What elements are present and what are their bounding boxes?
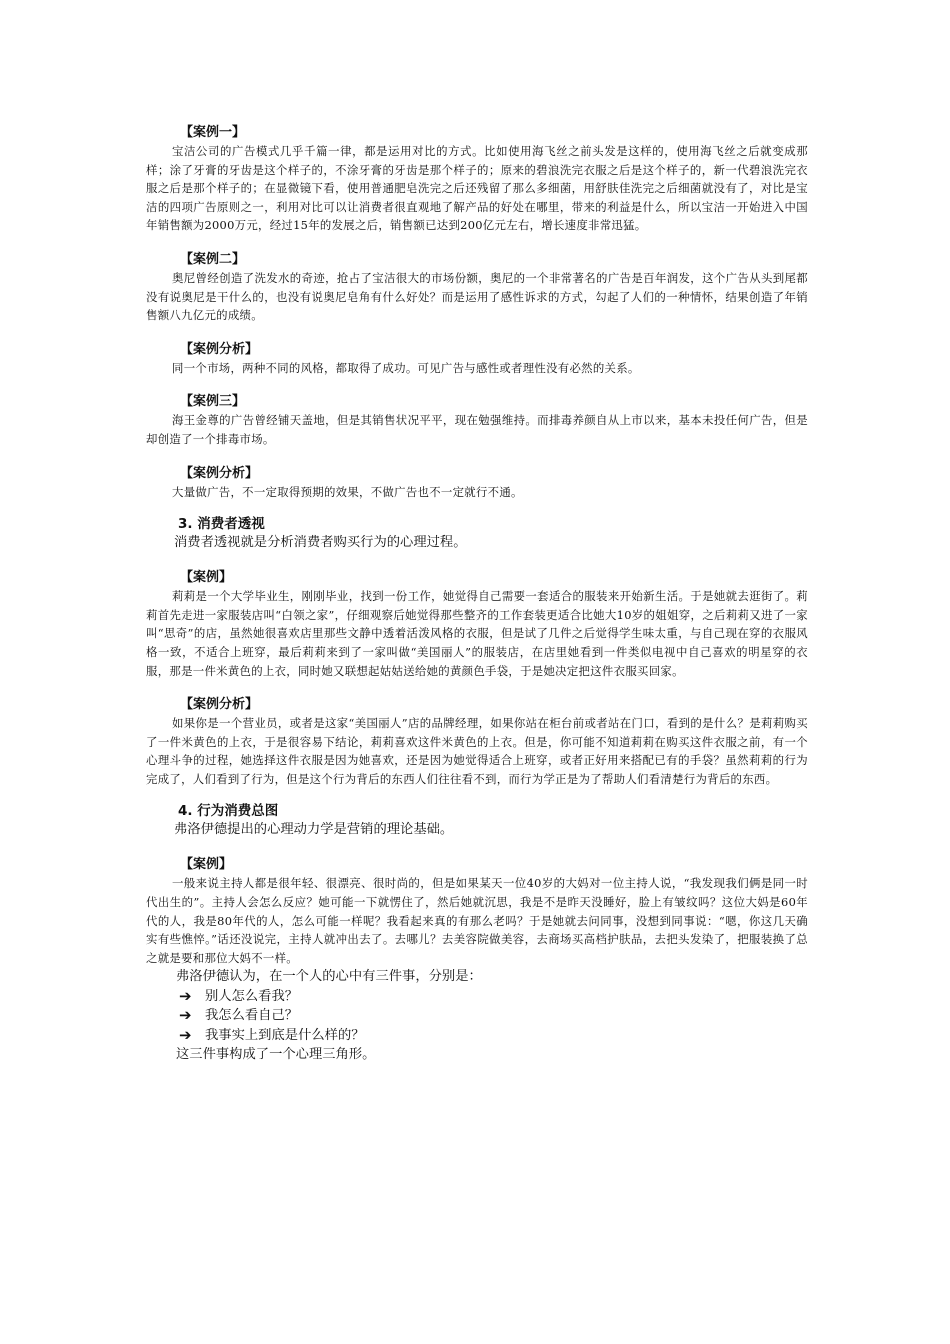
document-page <box>146 124 808 1065</box>
analysis-paragraph: 如果你是一个营业员，或者是这家“美国丽人”店的品牌经理，如果你站在柜台前或者站在门口，看到的是什么？是莉莉购买了一件米黄色的上衣，于是很容易下结论，莉莉喜欢这件米黄色的上衣。但是，你可能不知道莉莉在购买这件衣服之前，有一个心理斗争的过程，她选择这件衣服是因为她喜欢，还是因为她觉得适合上班穿，或者正好用来搭配已有的手袋？虽然莉莉的行为完成了，人们看到了行为，但是这个行为背后的东西人们往往看不到，而行为学正是为了帮助人们看清楚行为背后的东西。 <box>146 716 808 786</box>
list-item <box>179 987 808 1007</box>
list-item <box>179 1026 808 1046</box>
case-heading: 【案例】 <box>180 857 233 873</box>
case-heading: 【案例一】 <box>180 125 246 140</box>
list-item-text: 别人怎么看我？ <box>205 988 299 1004</box>
section-intro: 消费者透视就是分析消费者购买行为的心理过程。 <box>174 535 467 551</box>
section-intro: 弗洛伊德提出的心理动力学是营销的理论基础。 <box>174 822 454 838</box>
freud-outro: 这三件事构成了一个心理三角形。 <box>176 1047 376 1063</box>
section-heading: 4. 行为消费总图 <box>178 803 279 820</box>
case-paragraph: 宝洁公司的广告模式几乎千篇一律，都是运用对比的方式。比如使用海飞丝之前头发是这样的，使用海飞丝之后就变成那样；涂了牙膏的牙齿是这个样子的，不涂牙膏的牙齿是那个样子的；原来的碧浪洗完衣服之后是这个样子的，新一代碧浪洗完衣服之后是那个样子的；在显微镜下看，使用普通肥皂洗完之后还残留了那么多细菌，用舒肤佳洗完之后细菌就没有了，对比是宝洁的四项广告原则之一，利用对比可以让消费者很直观地了解产品的好处在哪里，带来的利益是什么，所以宝洁一开始进入中国年销售额为2000万元，经过15年的发展之后，销售额已达到200亿元左右，增长速度非常迅猛。 <box>146 144 808 233</box>
arrow-right-icon: ➔ <box>179 986 192 1005</box>
arrow-right-icon: ➔ <box>179 1006 192 1025</box>
case-paragraph: 海王金尊的广告曾经铺天盖地，但是其销售状况平平，现在勉强维持。而排毒养颜自从上市以来，基本未投任何广告，但是却创造了一个排毒市场。 <box>146 413 808 446</box>
case-paragraph: 奥尼曾经创造了洗发水的奇迹，抢占了宝洁很大的市场份额，奥尼的一个非常著名的广告是百年润发，这个广告从头到尾都没有说奥尼是干什么的，也没有说奥尼皂角有什么好处？而是运用了感性诉求的方式，勾起了人们的一种情怀，结果创造了年销售额八九亿元的成绩。 <box>146 270 808 323</box>
analysis-heading: 【案例分析】 <box>180 465 259 481</box>
section-heading: 3. 消费者透视 <box>178 516 265 533</box>
analysis-paragraph: 同一个市场，两种不同的风格，都取得了成功。可见广告与感性或者理性没有必然的关系。 <box>172 360 640 375</box>
case-paragraph: 一般来说主持人都是很年轻、很漂亮、很时尚的，但是如果某天一位40岁的大妈对一位主持人说，“我发现我们俩是同一时代出生的”。主持人会怎么反应？她可能一下就愣住了，然后她就沉思，我是不是昨天没睡好，脸上有皱纹吗？这位大妈是60年代的人，我是80年代的人，怎么可能一样呢？我看起来真的有那么老吗？于是她就去问同事，没想到同事说：“嗯，你这几天确实有些憔悴。”话还没说完，主持人就冲出去了。去哪儿？去美容院做美容，去商场买高档护肤品，去把头发染了，把服装换了总之就是要和那位大妈不一样。 <box>146 876 808 965</box>
analysis-heading: 【案例分析】 <box>180 697 259 713</box>
case-heading: 【案例三】 <box>180 394 246 410</box>
freud-intro: 弗洛伊德认为，在一个人的心中有三件事，分别是： <box>176 969 482 985</box>
list-item-text: 我怎么看自己？ <box>205 1008 299 1024</box>
arrow-right-icon: ➔ <box>179 1025 192 1044</box>
case-paragraph: 莉莉是一个大学毕业生，刚刚毕业，找到一份工作，她觉得自己需要一套适合的服装来开始新生活。于是她就去逛街了。莉莉首先走进一家服装店叫“白领之家”，仔细观察后她觉得那些整齐的工作套装更适合比她大10岁的姐姐穿，之后莉莉又进了一家叫“思奇”的店，虽然她很喜欢店里那些文静中透着活泼风格的衣服，但是试了几件之后觉得学生味太重，与自己现在穿的衣服风格一致，不适合上班穿，最后莉莉来到了一家叫做“美国丽人”的服装店，在店里她看到一件类似电视中自己喜欢的明星穿的衣服，那是一件米黄色的上衣，同时她又联想起姑姑送给她的黄颜色手袋，于是她决定把这件衣服买回家。 <box>146 589 808 678</box>
case-heading: 【案例二】 <box>180 251 246 267</box>
analysis-heading: 【案例分析】 <box>180 341 259 357</box>
case-heading: 【案例】 <box>180 570 233 586</box>
list-item <box>179 1006 808 1026</box>
analysis-paragraph: 大量做广告，不一定取得预期的效果，不做广告也不一定就行不通。 <box>172 484 523 499</box>
list-item-text: 我事实上到底是什么样的？ <box>205 1027 365 1043</box>
